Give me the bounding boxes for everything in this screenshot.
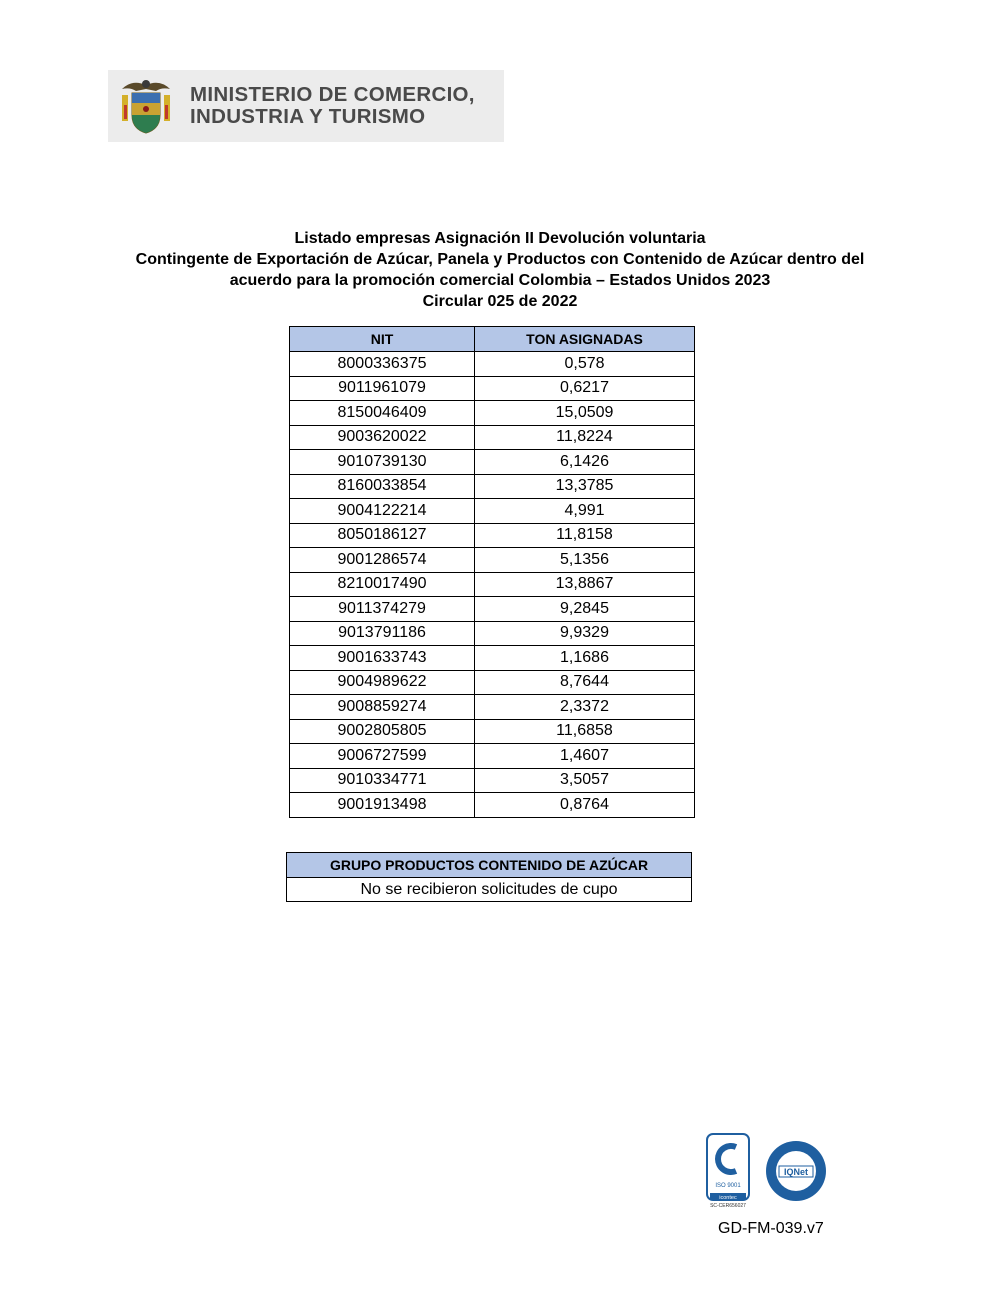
- nit-cell: 9008859274: [290, 695, 475, 720]
- ton-asignadas-cell: 0,6217: [475, 376, 695, 401]
- ton-asignadas-cell: 13,3785: [475, 474, 695, 499]
- ton-asignadas-cell: 13,8867: [475, 572, 695, 597]
- table-row: [290, 695, 695, 720]
- nit-cell: 9002805805: [290, 719, 475, 744]
- ton-asignadas-cell: 2,3372: [475, 695, 695, 720]
- nit-cell: 9004989622: [290, 670, 475, 695]
- nit-cell: 8210017490: [290, 572, 475, 597]
- table-body: [290, 352, 695, 818]
- nit-cell: 9011961079: [290, 376, 475, 401]
- ton-asignadas-cell: 3,5057: [475, 768, 695, 793]
- iqnet-logo: [765, 1140, 827, 1202]
- icontec-iso-9001-logo: [706, 1133, 750, 1209]
- table-row: [290, 768, 695, 793]
- ton-asignadas-cell: 1,4607: [475, 744, 695, 769]
- table-row: [290, 548, 695, 573]
- ton-asignadas-cell: 4,991: [475, 499, 695, 524]
- table-row: [287, 878, 692, 902]
- nit-cell: 9001286574: [290, 548, 475, 573]
- nit-cell: 8150046409: [290, 401, 475, 426]
- ton-asignadas-cell: 11,8224: [475, 425, 695, 450]
- document-title: [100, 228, 900, 312]
- table-row: [290, 499, 695, 524]
- nit-cell: 9004122214: [290, 499, 475, 524]
- title-line1: Listado empresas Asignación II Devolución voluntaria: [294, 230, 706, 247]
- nit-cell: 8000336375: [290, 352, 475, 377]
- group-header: GRUPO PRODUCTOS CONTENIDO DE AZÚCAR: [287, 853, 692, 878]
- column-header-ton-asignadas: TON ASIGNADAS: [475, 327, 695, 352]
- iqnet-text: IQNet: [783, 1167, 809, 1177]
- ton-asignadas-cell: 0,8764: [475, 793, 695, 818]
- nit-cell: 8050186127: [290, 523, 475, 548]
- table-row: [290, 523, 695, 548]
- nit-cell: 9013791186: [290, 621, 475, 646]
- table-header-row: [290, 327, 695, 352]
- nit-cell: 9001913498: [290, 793, 475, 818]
- nit-cell: 9003620022: [290, 425, 475, 450]
- nit-cell: 9001633743: [290, 646, 475, 671]
- icontec-brand-text: icontec: [719, 1195, 737, 1201]
- nit-cell: 8160033854: [290, 474, 475, 499]
- column-header-nit: NIT: [290, 327, 475, 352]
- table-row: [290, 425, 695, 450]
- coat-of-arms-icon: [114, 74, 178, 138]
- title-line2: Contingente de Exportación de Azúcar, Panela y Productos con Contenido de Azúcar dentro del: [135, 251, 865, 268]
- table-row: [290, 401, 695, 426]
- title-line3: acuerdo para la promoción comercial Colombia – Estados Unidos 2023: [229, 272, 771, 289]
- ton-asignadas-cell: 8,7644: [475, 670, 695, 695]
- form-code: GD-FM-039.v7: [718, 1220, 824, 1237]
- ministry-name: [190, 84, 475, 128]
- table-row: [290, 597, 695, 622]
- ministry-logo: [108, 70, 504, 142]
- nit-cell: 9006727599: [290, 744, 475, 769]
- icontec-cert-text: SC-CER656027: [710, 1203, 746, 1209]
- ministry-name-line1: MINISTERIO DE COMERCIO,: [190, 83, 475, 106]
- table-row: [290, 572, 695, 597]
- table-row: [290, 670, 695, 695]
- table-row: [290, 719, 695, 744]
- table-row: [290, 744, 695, 769]
- sugar-products-group-table: [286, 852, 692, 902]
- group-message: No se recibieron solicitudes de cupo: [287, 878, 692, 902]
- ton-asignadas-cell: 11,6858: [475, 719, 695, 744]
- ministry-name-line2: INDUSTRIA Y TURISMO: [190, 105, 426, 128]
- ton-asignadas-cell: 0,578: [475, 352, 695, 377]
- table-row: [290, 474, 695, 499]
- nit-cell: 9010739130: [290, 450, 475, 475]
- table-row: [290, 646, 695, 671]
- ton-asignadas-cell: 5,1356: [475, 548, 695, 573]
- nit-cell: 9010334771: [290, 768, 475, 793]
- ton-asignadas-cell: 11,8158: [475, 523, 695, 548]
- table-row: [290, 352, 695, 377]
- ton-asignadas-cell: 9,9329: [475, 621, 695, 646]
- table-row: [290, 621, 695, 646]
- table-row: [290, 793, 695, 818]
- table-row: [290, 450, 695, 475]
- ton-asignadas-cell: 6,1426: [475, 450, 695, 475]
- table-header-row: [287, 853, 692, 878]
- table-row: [290, 376, 695, 401]
- title-line4: Circular 025 de 2022: [422, 293, 578, 310]
- nit-cell: 9011374279: [290, 597, 475, 622]
- nit-allocation-table: [289, 326, 695, 818]
- icontec-iso-text: ISO 9001: [715, 1183, 741, 1189]
- ton-asignadas-cell: 9,2845: [475, 597, 695, 622]
- ton-asignadas-cell: 1,1686: [475, 646, 695, 671]
- ton-asignadas-cell: 15,0509: [475, 401, 695, 426]
